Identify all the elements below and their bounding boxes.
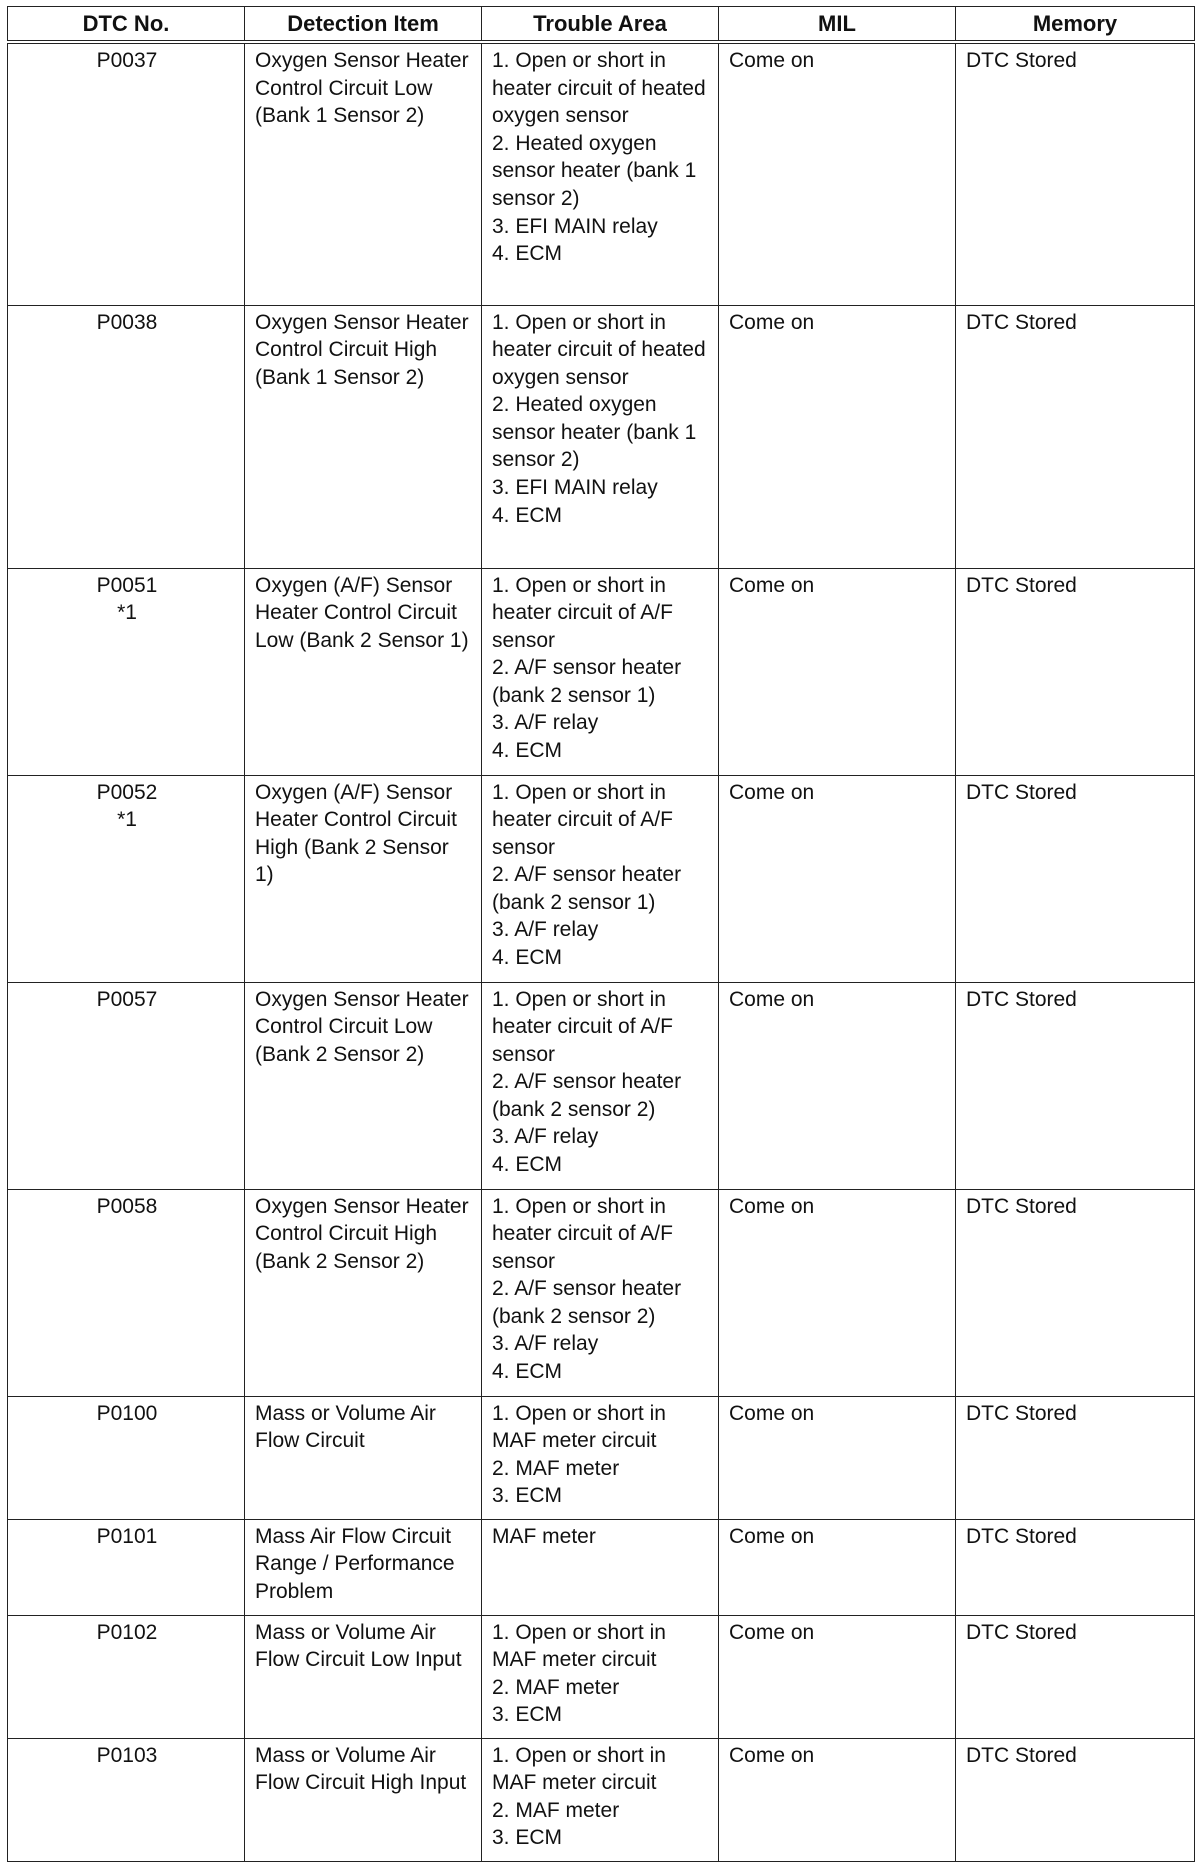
table-row (8, 1189, 1195, 1396)
dtc-code-cell (8, 982, 245, 1189)
trouble-area-item: 2. MAF meter (492, 1798, 620, 1822)
trouble-area-cell (482, 42, 719, 305)
trouble-area-item: 4. ECM (492, 503, 563, 527)
dtc-code-cell (8, 1738, 245, 1861)
trouble-area-item: 3. A/F relay (492, 1125, 599, 1149)
dtc-code-cell (8, 1396, 245, 1519)
detection-item-cell: Oxygen Sensor Heater Control Circuit Low (Bank 1 Sensor 2) (245, 42, 482, 305)
table-row (8, 305, 1195, 568)
header-dtc-no: DTC No. (8, 7, 245, 43)
trouble-area-item: 2. A/F sensor heater (bank 2 sensor 1) (492, 863, 682, 914)
table-row (8, 568, 1195, 775)
trouble-area-item: 1. Open or short in heater circuit of heated oxygen sensor (492, 310, 706, 389)
dtc-code-cell (8, 1519, 245, 1615)
trouble-area-item: 1. Open or short in heater circuit of A/F sensor (492, 780, 673, 859)
detection-item-cell: Oxygen (A/F) Sensor Heater Control Circuit Low (Bank 2 Sensor 1) (245, 568, 482, 775)
trouble-area-item: 4. ECM (492, 946, 563, 970)
trouble-area-item: 4. ECM (492, 242, 563, 266)
memory-cell: DTC Stored (956, 1615, 1195, 1738)
trouble-area-item: 3. ECM (492, 1703, 563, 1727)
dtc-code-cell (8, 568, 245, 775)
dtc-code: P0101 (96, 1524, 158, 1548)
header-trouble-area: Trouble Area (482, 7, 719, 43)
dtc-footnote-mark: *1 (117, 601, 137, 625)
trouble-area-item: 3. EFI MAIN relay (492, 476, 658, 500)
trouble-area-item: 1. Open or short in heater circuit of A/F sensor (492, 987, 673, 1066)
dtc-code: P0038 (96, 310, 158, 334)
memory-cell: DTC Stored (956, 1519, 1195, 1615)
trouble-area-item: 3. ECM (492, 1826, 563, 1850)
trouble-area-item: 3. A/F relay (492, 918, 599, 942)
mil-cell: Come on (719, 568, 956, 775)
table-header (8, 7, 1195, 43)
trouble-area-item: 2. A/F sensor heater (bank 2 sensor 2) (492, 1277, 682, 1328)
dtc-code: P0051 (96, 573, 158, 597)
mil-cell: Come on (719, 1615, 956, 1738)
mil-cell: Come on (719, 42, 956, 305)
trouble-area-item: 4. ECM (492, 1153, 563, 1177)
dtc-code: P0052 (96, 780, 158, 804)
detection-item-cell: Mass or Volume Air Flow Circuit High Input (245, 1738, 482, 1861)
trouble-area-cell (482, 1189, 719, 1396)
trouble-area-item: 4. ECM (492, 739, 563, 763)
detection-item-cell: Oxygen Sensor Heater Control Circuit High (Bank 1 Sensor 2) (245, 305, 482, 568)
trouble-area-cell (482, 1738, 719, 1861)
trouble-area-item: 3. A/F relay (492, 1332, 599, 1356)
dtc-code: P0057 (96, 987, 158, 1011)
detection-item-cell: Oxygen Sensor Heater Control Circuit Low (Bank 2 Sensor 2) (245, 982, 482, 1189)
trouble-area-item: 2. MAF meter (492, 1675, 620, 1699)
trouble-area-item: 1. Open or short in MAF meter circuit (492, 1743, 666, 1795)
header-row (8, 7, 1195, 43)
trouble-area-item: 1. Open or short in heater circuit of heated oxygen sensor (492, 49, 706, 128)
detection-item-cell: Oxygen Sensor Heater Control Circuit High (Bank 2 Sensor 2) (245, 1189, 482, 1396)
mil-cell: Come on (719, 982, 956, 1189)
mil-cell: Come on (719, 1189, 956, 1396)
dtc-code: P0037 (96, 49, 158, 72)
header-mil: MIL (719, 7, 956, 43)
dtc-footnote-mark: *1 (117, 808, 137, 832)
trouble-area-cell (482, 775, 719, 982)
detection-item-cell: Mass or Volume Air Flow Circuit Low Input (245, 1615, 482, 1738)
mil-cell: Come on (719, 1396, 956, 1519)
table-row (8, 1519, 1195, 1615)
trouble-area-item: 3. A/F relay (492, 711, 599, 735)
trouble-area-item: 2. A/F sensor heater (bank 2 sensor 2) (492, 1070, 682, 1121)
dtc-document (7, 6, 1194, 1862)
memory-cell: DTC Stored (956, 1396, 1195, 1519)
trouble-area-item: 3. EFI MAIN relay (492, 214, 658, 238)
dtc-code-cell (8, 775, 245, 982)
header-memory: Memory (956, 7, 1195, 43)
dtc-code: P0103 (96, 1743, 158, 1767)
dtc-code-cell (8, 305, 245, 568)
memory-cell: DTC Stored (956, 305, 1195, 568)
detection-item-cell: Oxygen (A/F) Sensor Heater Control Circuit High (Bank 2 Sensor 1) (245, 775, 482, 982)
memory-cell: DTC Stored (956, 775, 1195, 982)
trouble-area-item: 4. ECM (492, 1360, 563, 1384)
trouble-area-item: MAF meter (492, 1524, 596, 1548)
trouble-area-cell (482, 1396, 719, 1519)
memory-cell: DTC Stored (956, 982, 1195, 1189)
dtc-code: P0058 (96, 1194, 158, 1218)
table-row (8, 775, 1195, 982)
dtc-code-cell (8, 42, 245, 305)
dtc-table (7, 6, 1195, 1862)
detection-item-cell: Mass Air Flow Circuit Range / Performance Problem (245, 1519, 482, 1615)
trouble-area-cell (482, 568, 719, 775)
mil-cell: Come on (719, 775, 956, 982)
trouble-area-item: 3. ECM (492, 1484, 563, 1508)
trouble-area-cell (482, 1519, 719, 1615)
dtc-code: P0100 (96, 1401, 158, 1425)
trouble-area-item: 2. MAF meter (492, 1456, 620, 1480)
table-row (8, 982, 1195, 1189)
trouble-area-cell (482, 982, 719, 1189)
trouble-area-item: 2. Heated oxygen sensor heater (bank 1 sensor 2) (492, 393, 697, 472)
trouble-area-cell (482, 1615, 719, 1738)
dtc-code-cell (8, 1615, 245, 1738)
table-row (8, 1615, 1195, 1738)
memory-cell: DTC Stored (956, 1189, 1195, 1396)
memory-cell: DTC Stored (956, 42, 1195, 305)
table-row (8, 42, 1195, 305)
detection-item-cell: Mass or Volume Air Flow Circuit (245, 1396, 482, 1519)
mil-cell: Come on (719, 1519, 956, 1615)
trouble-area-item: 1. Open or short in MAF meter circuit (492, 1401, 666, 1453)
trouble-area-item: 1. Open or short in heater circuit of A/F sensor (492, 573, 673, 652)
dtc-code: P0102 (96, 1620, 158, 1644)
memory-cell: DTC Stored (956, 1738, 1195, 1861)
table-body (8, 42, 1195, 1861)
trouble-area-item: 2. A/F sensor heater (bank 2 sensor 1) (492, 656, 682, 707)
mil-cell: Come on (719, 305, 956, 568)
trouble-area-item: 1. Open or short in heater circuit of A/F sensor (492, 1194, 673, 1273)
trouble-area-item: 2. Heated oxygen sensor heater (bank 1 sensor 2) (492, 131, 697, 210)
memory-cell: DTC Stored (956, 568, 1195, 775)
dtc-code-cell (8, 1189, 245, 1396)
table-row (8, 1396, 1195, 1519)
trouble-area-cell (482, 305, 719, 568)
trouble-area-item: 1. Open or short in MAF meter circuit (492, 1620, 666, 1672)
table-row (8, 1738, 1195, 1861)
mil-cell: Come on (719, 1738, 956, 1861)
header-detection-item: Detection Item (245, 7, 482, 43)
